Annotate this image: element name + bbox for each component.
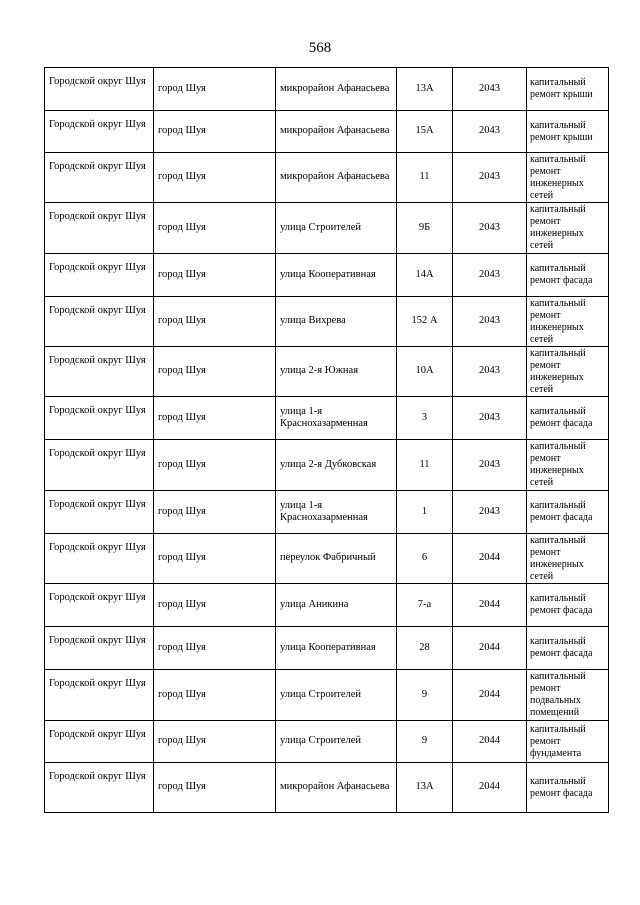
district-cell: Городской округ Шуя [45, 297, 154, 347]
city-cell: город Шуя [154, 347, 276, 397]
district-cell: Городской округ Шуя [45, 203, 154, 254]
house-number-cell: 11 [397, 440, 453, 491]
year-cell: 2044 [453, 763, 527, 813]
work-type-cell: капитальный ремонт фасада [527, 627, 609, 670]
street-cell: улица Строителей [276, 721, 397, 763]
table-body [45, 68, 609, 813]
year-cell: 2043 [453, 397, 527, 440]
street-cell: микрорайон Афанасьева [276, 111, 397, 153]
city-cell: город Шуя [154, 491, 276, 534]
year-cell: 2043 [453, 297, 527, 347]
table-row [45, 203, 609, 254]
city-cell: город Шуя [154, 254, 276, 297]
house-number-cell: 1 [397, 491, 453, 534]
city-cell: город Шуя [154, 153, 276, 203]
work-type-cell: капитальный ремонт инженерных сетей [527, 153, 609, 203]
street-cell: улица 1-я Краснохазарменная [276, 397, 397, 440]
year-cell: 2043 [453, 491, 527, 534]
year-cell: 2044 [453, 584, 527, 627]
house-number-cell: 9 [397, 721, 453, 763]
work-type-cell: капитальный ремонт крыши [527, 68, 609, 111]
district-cell: Городской округ Шуя [45, 491, 154, 534]
district-cell: Городской округ Шуя [45, 763, 154, 813]
work-type-cell: капитальный ремонт фасада [527, 254, 609, 297]
house-number-cell: 10А [397, 347, 453, 397]
year-cell: 2043 [453, 153, 527, 203]
table-row [45, 670, 609, 721]
district-cell: Городской округ Шуя [45, 440, 154, 491]
table-row [45, 440, 609, 491]
page-number: 568 [308, 40, 332, 56]
district-cell: Городской округ Шуя [45, 627, 154, 670]
street-cell: улица 2-я Южная [276, 347, 397, 397]
work-type-cell: капитальный ремонт фундамента [527, 721, 609, 763]
work-type-cell: капитальный ремонт фасада [527, 584, 609, 627]
table-row [45, 721, 609, 763]
city-cell: город Шуя [154, 68, 276, 111]
house-number-cell: 15А [397, 111, 453, 153]
year-cell: 2044 [453, 670, 527, 721]
street-cell: микрорайон Афанасьева [276, 153, 397, 203]
house-number-cell: 7-а [397, 584, 453, 627]
city-cell: город Шуя [154, 534, 276, 584]
table-row [45, 254, 609, 297]
work-type-cell: капитальный ремонт инженерных сетей [527, 534, 609, 584]
city-cell: город Шуя [154, 111, 276, 153]
street-cell: улица Строителей [276, 670, 397, 721]
city-cell: город Шуя [154, 203, 276, 254]
street-cell: микрорайон Афанасьева [276, 68, 397, 111]
district-cell: Городской округ Шуя [45, 111, 154, 153]
table-row [45, 763, 609, 813]
district-cell: Городской округ Шуя [45, 721, 154, 763]
year-cell: 2043 [453, 254, 527, 297]
street-cell: улица Вихрева [276, 297, 397, 347]
year-cell: 2043 [453, 440, 527, 491]
district-cell: Городской округ Шуя [45, 347, 154, 397]
house-number-cell: 14А [397, 254, 453, 297]
house-number-cell: 11 [397, 153, 453, 203]
year-cell: 2043 [453, 347, 527, 397]
city-cell: город Шуя [154, 627, 276, 670]
table-row [45, 534, 609, 584]
city-cell: город Шуя [154, 721, 276, 763]
table-row [45, 153, 609, 203]
repair-schedule-table [44, 67, 609, 813]
table-row [45, 111, 609, 153]
work-type-cell: капитальный ремонт инженерных сетей [527, 440, 609, 491]
house-number-cell: 28 [397, 627, 453, 670]
city-cell: город Шуя [154, 763, 276, 813]
city-cell: город Шуя [154, 670, 276, 721]
year-cell: 2044 [453, 627, 527, 670]
year-cell: 2043 [453, 111, 527, 153]
work-type-cell: капитальный ремонт крыши [527, 111, 609, 153]
house-number-cell: 152 А [397, 297, 453, 347]
city-cell: город Шуя [154, 440, 276, 491]
table-row [45, 347, 609, 397]
district-cell: Городской округ Шуя [45, 254, 154, 297]
work-type-cell: капитальный ремонт инженерных сетей [527, 203, 609, 254]
work-type-cell: капитальный ремонт инженерных сетей [527, 347, 609, 397]
house-number-cell: 9Б [397, 203, 453, 254]
house-number-cell: 9 [397, 670, 453, 721]
table-row [45, 297, 609, 347]
table-row [45, 491, 609, 534]
district-cell: Городской округ Шуя [45, 584, 154, 627]
house-number-cell: 3 [397, 397, 453, 440]
house-number-cell: 13А [397, 68, 453, 111]
district-cell: Городской округ Шуя [45, 397, 154, 440]
table-row [45, 68, 609, 111]
year-cell: 2044 [453, 721, 527, 763]
house-number-cell: 6 [397, 534, 453, 584]
year-cell: 2043 [453, 68, 527, 111]
city-cell: город Шуя [154, 397, 276, 440]
street-cell: улица Аникина [276, 584, 397, 627]
city-cell: город Шуя [154, 584, 276, 627]
street-cell: улица 2-я Дубковская [276, 440, 397, 491]
house-number-cell: 13А [397, 763, 453, 813]
street-cell: улица Строителей [276, 203, 397, 254]
district-cell: Городской округ Шуя [45, 153, 154, 203]
table-row [45, 397, 609, 440]
work-type-cell: капитальный ремонт фасада [527, 763, 609, 813]
work-type-cell: капитальный ремонт инженерных сетей [527, 297, 609, 347]
district-cell: Городской округ Шуя [45, 534, 154, 584]
district-cell: Городской округ Шуя [45, 68, 154, 111]
street-cell: улица Кооперативная [276, 254, 397, 297]
street-cell: переулок Фабричный [276, 534, 397, 584]
work-type-cell: капитальный ремонт фасада [527, 397, 609, 440]
street-cell: улица 1-я Краснохазарменная [276, 491, 397, 534]
year-cell: 2044 [453, 534, 527, 584]
work-type-cell: капитальный ремонт подвальных помещений [527, 670, 609, 721]
table-row [45, 584, 609, 627]
street-cell: улица Кооперативная [276, 627, 397, 670]
table-row [45, 627, 609, 670]
year-cell: 2043 [453, 203, 527, 254]
street-cell: микрорайон Афанасьева [276, 763, 397, 813]
city-cell: город Шуя [154, 297, 276, 347]
district-cell: Городской округ Шуя [45, 670, 154, 721]
work-type-cell: капитальный ремонт фасада [527, 491, 609, 534]
